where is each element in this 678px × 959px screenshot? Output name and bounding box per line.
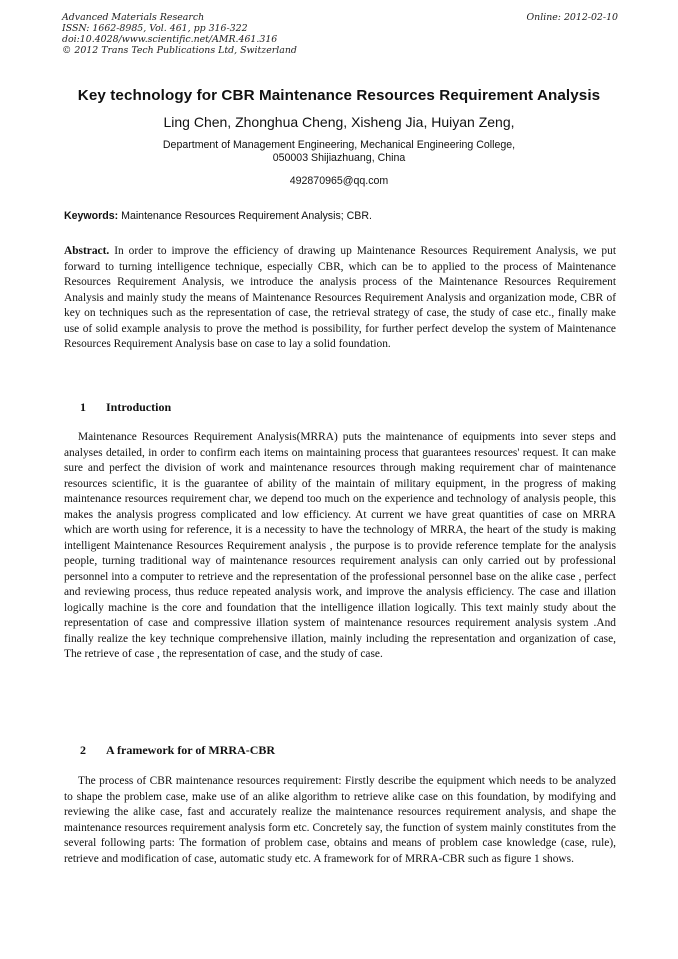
section-title: A framework for of MRRA-CBR (106, 743, 276, 757)
section-heading-introduction (80, 400, 171, 415)
copyright-line: © 2012 Trans Tech Publications Ltd, Switzerland (62, 45, 297, 56)
journal-name: Advanced Materials Research (62, 12, 205, 23)
affiliation-line-1: Department of Management Engineering, Mechanical Engineering College, (162, 139, 516, 151)
section-number: 1 (80, 400, 86, 414)
journal-header (62, 12, 618, 56)
paper-title: Key technology for CBR Maintenance Resources Requirement Analysis (77, 87, 601, 104)
section-title: Introduction (106, 400, 172, 414)
doi-line: doi:10.4028/www.scientific.net/AMR.461.316 (62, 34, 278, 45)
online-date: Online: 2012-02-10 (526, 12, 618, 23)
section-heading-framework (80, 743, 275, 758)
abstract-text: In order to improve the efficiency of drawing up Maintenance Resources Requirement Analysis, we put forward to turning intelligence technique, especially CBR, which can be to applied to the process of Maintenance Resources Requirement Analysis, we introduce the analysis process of the Maintenance Resources Requirement Analysis and mainly study the means of Maintenance Resources Requirement Analysis and organization mode, CBR of key on techniques such as the representation of case, the retrieval strategy of case, the study of case etc., finally make use of solid example analysis to prove the method is possibility, for further perfect develop the system of Maintenance Resources Requirement Analysis base on case to lay a solid foundation. (64, 245, 616, 350)
keywords-label: Keywords: (64, 210, 119, 222)
abstract-label: Abstract. (64, 245, 110, 257)
paper-authors: Ling Chen, Zhonghua Cheng, Xisheng Jia, Huiyan Zeng, (163, 114, 515, 130)
introduction-body: Maintenance Resources Requirement Analysis(MRRA) puts the maintenance of equipments into sever steps and analyses detailed, in order to confirm each items on maintaining process that guarantees resources' request. It can make sure and perfect the division of work and maintenance resources through making requirement char of maintenance resources scientific, it is the guarantee of ability of the maintain of military equipment, in the progress of making maintenance resources requirement char, we depend too much on the experience and technology of analysis people, this makes the analysis progress complicated and low efficiency. At current we have great quantities of case on MRRA which are worth using for reference, it is a necessity to have the technology of MRRA, the heart of the study is making intelligent Maintenance Resources Requirement analysis , the purpose is to provide reference template for the analysis people, turning traditional way of maintenance resources requirement analysis can only carried out by professional personnel into a computer to retrieve and the representation of the professional personnel base on the alike case , perfect and reviewing process, thus reduce repeated analysis work, and improve the analysis efficiency. The case and illation logically machine is the core and foundation that the intelligence illation logically. This text mainly study about the representation of case and compressive illation system of maintenance resources requirement analysis system .And finally realize the key technique comprehensive illation, mainly including the representation and organization of case, The retrieve of case , the representation of case, and the study of case. (64, 431, 616, 660)
section-number: 2 (80, 743, 86, 757)
keywords (64, 210, 616, 222)
abstract (64, 244, 616, 353)
author-email: 492870965@qq.com (289, 175, 389, 187)
keywords-text: Maintenance Resources Requirement Analysis; CBR. (118, 210, 372, 222)
affiliation (60, 139, 618, 165)
affiliation-line-2: 050003 Shijiazhuang, China (272, 152, 406, 164)
issn-line: ISSN: 1662-8985, Vol. 461, pp 316-322 (62, 23, 248, 34)
framework-body: The process of CBR maintenance resources requirement: Firstly describe the equipment which needs to be analyzed to shape the problem case, make use of an alike algorithm to retrieve alike case on this foundation, by modifying and reviewing the alike case, fast and accurately realize the maintenance resources requirement analysis, and shape the maintenance resources requirement analysis form etc. Concretely say, the function of system mainly constitutes from the several following parts: The formation of problem case, obtains and means of problem case knowledge (case, rule), retrieve and modification of case, automatic study etc. A framework for of MRRA-CBR such as figure 1 shows. (64, 775, 616, 865)
